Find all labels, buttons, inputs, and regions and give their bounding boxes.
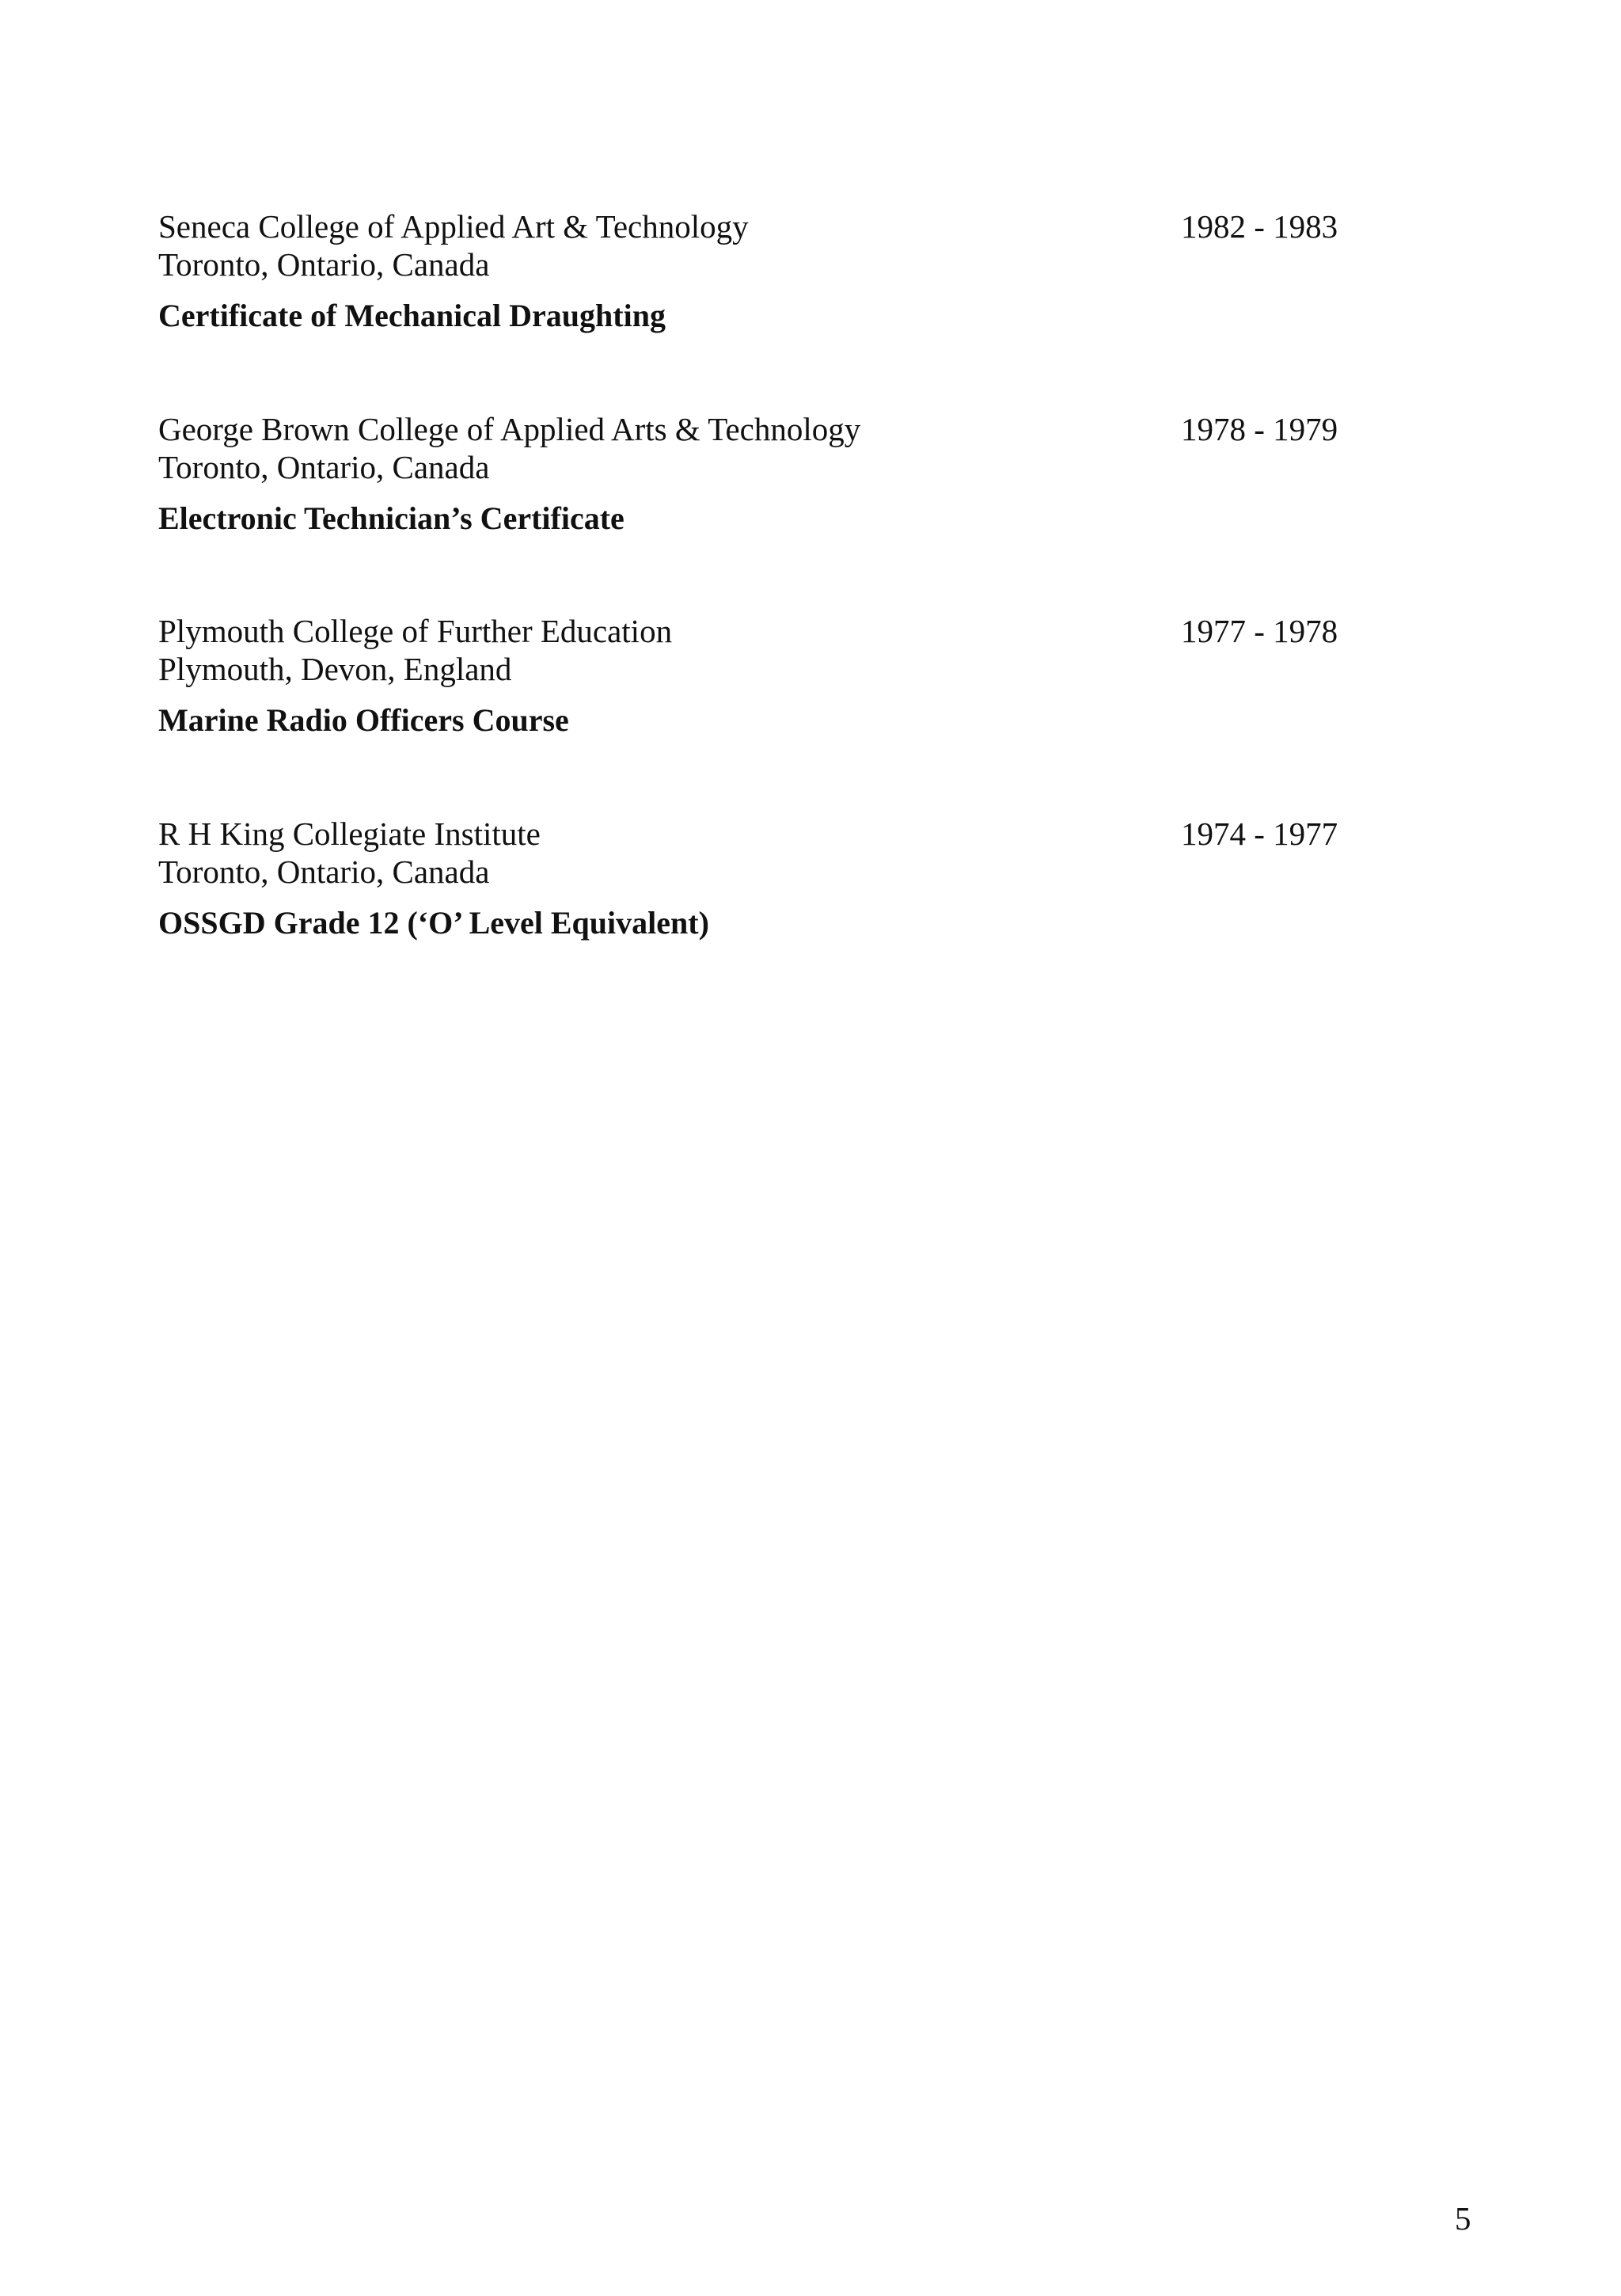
institution-location: Toronto, Ontario, Canada: [158, 853, 490, 890]
institution-name: R H King Collegiate Institute: [158, 815, 541, 852]
qualification: Marine Radio Officers Course: [158, 702, 569, 738]
page-number: 5: [1455, 2200, 1471, 2237]
qualification: OSSGD Grade 12 (‘O’ Level Equivalent): [158, 905, 709, 941]
date-range: 1977 - 1978: [1181, 613, 1338, 649]
qualification: Certificate of Mechanical Draughting: [158, 298, 666, 333]
institution-location: Plymouth, Devon, England: [158, 651, 512, 687]
date-range: 1978 - 1979: [1181, 411, 1338, 447]
date-range: 1982 - 1983: [1181, 208, 1338, 245]
institution-name: George Brown College of Applied Arts & Technology: [158, 411, 861, 447]
institution-location: Toronto, Ontario, Canada: [158, 246, 490, 283]
institution-location: Toronto, Ontario, Canada: [158, 449, 490, 485]
qualification: Electronic Technician’s Certificate: [158, 500, 624, 536]
date-range: 1974 - 1977: [1181, 815, 1338, 852]
institution-name: Seneca College of Applied Art & Technology: [158, 208, 749, 245]
institution-name: Plymouth College of Further Education: [158, 613, 673, 649]
